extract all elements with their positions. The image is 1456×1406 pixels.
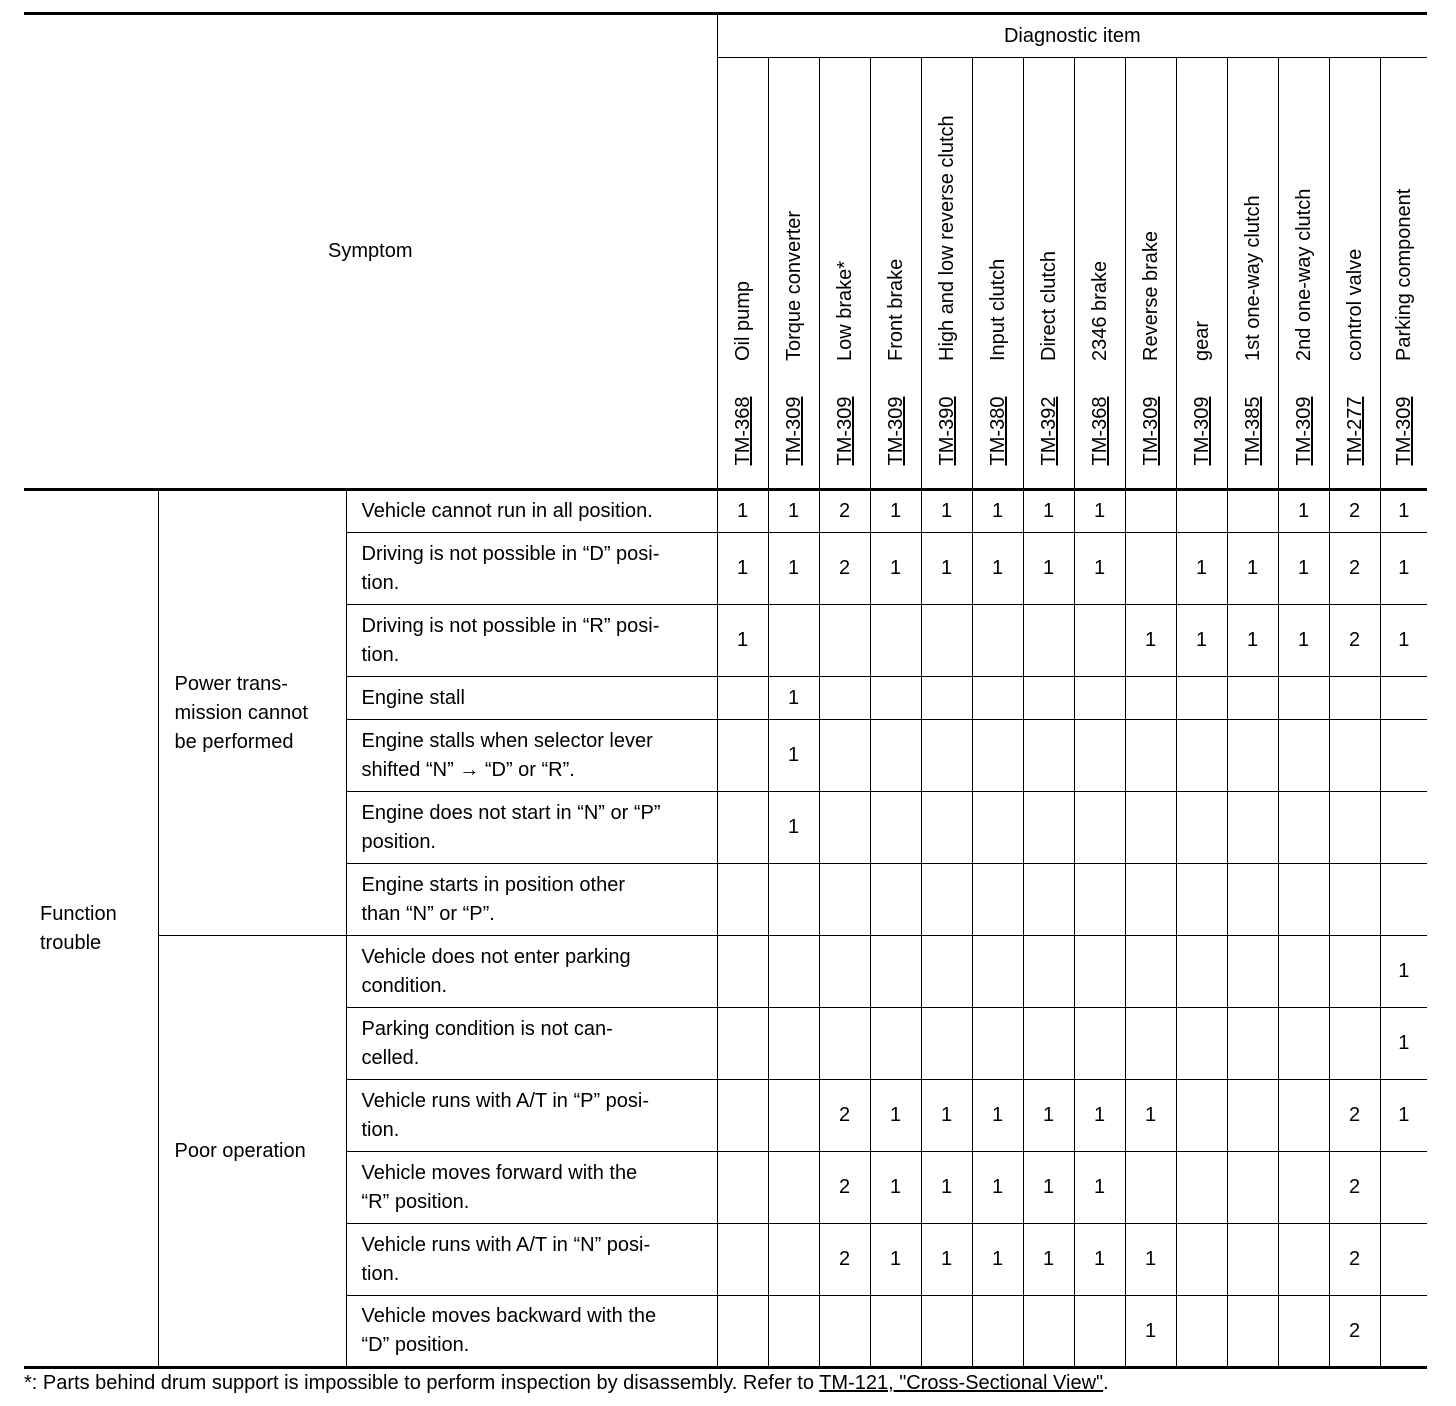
value-cell [1176,1080,1227,1152]
column-name: 2346 brake [1088,260,1111,361]
column-ref-link[interactable]: TM-309 [1190,396,1213,466]
cross-sectional-view-link[interactable]: TM-121, "Cross-Sectional View" [819,1372,1104,1394]
value-cell [717,936,768,1008]
value-cell: 1 [1074,533,1125,605]
value-cell [921,864,972,936]
value-cell [1329,720,1380,792]
column-name: control valve [1343,248,1366,361]
value-cell [921,792,972,864]
value-cell: 1 [1176,605,1227,677]
value-cell [819,864,870,936]
value-cell: 1 [717,605,768,677]
symptom-text: Parking condition is not can- celled. [361,1017,613,1069]
table-row [24,936,1427,1008]
symptom-text: Driving is not possible in “R” posi- tion. [361,614,660,666]
value-cell: 2 [1329,1080,1380,1152]
value-cell [1074,605,1125,677]
group-label: Power trans- mission cannot be performed [174,672,308,753]
value-cell [1125,1008,1176,1080]
value-cell: 1 [870,1224,921,1296]
value-cell [1125,533,1176,605]
column-ref-link[interactable]: TM-277 [1343,396,1366,466]
value-cell [1329,1008,1380,1080]
value-cell [1023,677,1074,720]
value-cell [768,1296,819,1368]
symptom-cell [346,1080,717,1152]
group-cell [158,936,346,1368]
value-cell [870,720,921,792]
value-cell [1125,936,1176,1008]
value-cell: 2 [819,1152,870,1224]
value-cell [1125,792,1176,864]
column-header [1176,58,1227,490]
value-cell [717,720,768,792]
value-cell [1125,677,1176,720]
symptom-text: Vehicle runs with A/T in “P” posi- tion. [361,1089,650,1141]
value-cell [1176,1296,1227,1368]
column-ref-link[interactable]: TM-309 [1139,396,1162,466]
value-cell [1278,936,1329,1008]
value-cell: 1 [717,490,768,533]
value-cell [1074,1008,1125,1080]
value-cell [921,605,972,677]
footnote-end: . [1103,1372,1109,1394]
value-cell [1227,720,1278,792]
value-cell [819,1296,870,1368]
value-cell: 2 [1329,1152,1380,1224]
column-name: Direct clutch [1037,250,1060,361]
table-row [24,490,1427,533]
value-cell [1380,677,1427,720]
value-cell [819,720,870,792]
value-cell [768,1080,819,1152]
value-cell [972,1296,1023,1368]
value-cell [972,864,1023,936]
value-cell [870,1008,921,1080]
value-cell [1023,864,1074,936]
value-cell [1278,1008,1329,1080]
value-cell: 1 [768,490,819,533]
value-cell [1227,864,1278,936]
value-cell [1074,677,1125,720]
value-cell [1074,864,1125,936]
value-cell [1278,1224,1329,1296]
symptom-cell [346,605,717,677]
value-cell: 2 [819,1224,870,1296]
value-cell [1176,936,1227,1008]
value-cell [1176,1152,1227,1224]
value-cell [1176,490,1227,533]
value-cell [1329,864,1380,936]
value-cell [1278,720,1329,792]
column-ref-link[interactable]: TM-390 [935,396,958,466]
symptom-text: Vehicle cannot run in all position. [361,500,653,522]
footnote-text: *: Parts behind drum support is impossible to perform inspection by disassembly. Refer to [24,1372,820,1394]
value-cell: 1 [1125,1224,1176,1296]
symptom-cell [346,864,717,936]
value-cell [717,792,768,864]
column-header [819,58,870,490]
value-cell [1227,1296,1278,1368]
column-header [1125,58,1176,490]
value-cell: 2 [1329,533,1380,605]
value-cell: 1 [921,1224,972,1296]
value-cell [1278,792,1329,864]
value-cell [1023,720,1074,792]
value-cell [717,1080,768,1152]
value-cell: 1 [972,1224,1023,1296]
column-ref-link[interactable]: TM-309 [1292,396,1315,466]
value-cell: 1 [870,1080,921,1152]
symptom-cell [346,1008,717,1080]
value-cell: 1 [921,1152,972,1224]
value-cell [1227,677,1278,720]
column-ref-link[interactable]: TM-368 [731,396,754,466]
value-cell [972,720,1023,792]
value-cell: 1 [1023,490,1074,533]
column-header [921,58,972,490]
value-cell [1380,720,1427,792]
value-cell [1227,1080,1278,1152]
value-cell: 1 [768,677,819,720]
group-cell [158,490,346,936]
value-cell: 1 [1074,1152,1125,1224]
value-cell: 1 [1278,605,1329,677]
value-cell [819,605,870,677]
value-cell: 1 [1380,605,1427,677]
symptom-text: Vehicle moves backward with the “D” position. [361,1305,657,1356]
symptom-text: Engine stall [361,686,465,709]
value-cell: 1 [768,533,819,605]
value-cell [1176,864,1227,936]
value-cell: 2 [1329,605,1380,677]
value-cell: 1 [1380,533,1427,605]
symptom-text: Vehicle does not enter parking condition. [361,945,631,997]
value-cell [1023,1296,1074,1368]
symptom-text: Driving is not possible in “D” posi- tion. [361,542,660,594]
value-cell [870,864,921,936]
symptom-text: Engine stalls when selector lever shifted “N” → “D” or “R”. [361,729,653,781]
column-header [972,58,1023,490]
column-header [1074,58,1125,490]
symptom-cell [346,936,717,1008]
column-header [870,58,921,490]
value-cell [1380,1224,1427,1296]
value-cell [819,792,870,864]
value-cell [1074,1296,1125,1368]
value-cell [717,864,768,936]
value-cell [870,677,921,720]
value-cell: 1 [972,490,1023,533]
value-cell [717,677,768,720]
value-cell [870,1296,921,1368]
value-cell [1125,490,1176,533]
value-cell: 1 [1023,533,1074,605]
column-header [1380,58,1427,490]
value-cell [921,1296,972,1368]
value-cell [768,605,819,677]
value-cell: 1 [921,533,972,605]
symptom-cell [346,720,717,792]
value-cell: 1 [921,1080,972,1152]
diagnostic-item-header: Diagnostic item [717,14,1427,58]
value-cell [1176,1008,1227,1080]
value-cell [1176,1224,1227,1296]
column-header [1227,58,1278,490]
column-name: 2nd one-way clutch [1292,188,1315,361]
value-cell [1227,1008,1278,1080]
value-cell [1023,1008,1074,1080]
column-ref-link[interactable]: TM-309 [884,396,907,466]
value-cell: 1 [1227,533,1278,605]
value-cell [1125,1152,1176,1224]
value-cell [1074,720,1125,792]
value-cell [921,1008,972,1080]
value-cell: 1 [1074,490,1125,533]
value-cell [768,936,819,1008]
value-cell [768,1152,819,1224]
value-cell [768,864,819,936]
symptom-cell [346,1296,717,1368]
value-cell: 2 [1329,1296,1380,1368]
column-ref-link[interactable]: TM-309 [1392,396,1415,466]
value-cell: 1 [1023,1152,1074,1224]
value-cell: 1 [1380,1008,1427,1080]
value-cell [972,1008,1023,1080]
column-name: Parking component [1392,188,1415,361]
value-cell [819,936,870,1008]
value-cell: 1 [1278,533,1329,605]
value-cell [1380,864,1427,936]
value-cell [1278,864,1329,936]
value-cell [1074,936,1125,1008]
value-cell: 1 [1176,533,1227,605]
value-cell [1074,792,1125,864]
value-cell: 1 [1278,490,1329,533]
value-cell [1125,864,1176,936]
value-cell [1227,1224,1278,1296]
value-cell: 1 [1380,1080,1427,1152]
value-cell [921,720,972,792]
value-cell [717,1296,768,1368]
value-cell: 1 [870,490,921,533]
value-cell: 1 [768,720,819,792]
value-cell [1278,1152,1329,1224]
value-cell: 1 [1380,936,1427,1008]
column-header [1278,58,1329,490]
symptom-cell [346,677,717,720]
value-cell: 1 [870,1152,921,1224]
symptom-text: Vehicle moves forward with the “R” position. [361,1161,638,1213]
value-cell [972,605,1023,677]
value-cell [819,1008,870,1080]
value-cell: 1 [768,792,819,864]
value-cell [768,1224,819,1296]
value-cell [1023,605,1074,677]
value-cell [717,1152,768,1224]
value-cell [1176,720,1227,792]
value-cell: 1 [1125,1080,1176,1152]
value-cell [1125,720,1176,792]
value-cell: 1 [1074,1224,1125,1296]
value-cell: 1 [717,533,768,605]
column-name: High and low reverse clutch [935,115,958,361]
value-cell: 1 [1125,1296,1176,1368]
value-cell: 2 [819,1080,870,1152]
value-cell: 2 [819,533,870,605]
value-cell: 1 [1125,605,1176,677]
column-ref-link[interactable]: TM-309 [833,396,856,466]
value-cell: 1 [870,533,921,605]
value-cell [1227,1152,1278,1224]
value-cell [921,936,972,1008]
value-cell: 2 [1329,490,1380,533]
value-cell [972,936,1023,1008]
value-cell: 1 [1380,490,1427,533]
column-ref-link[interactable]: TM-385 [1241,396,1264,466]
table-body [24,490,1427,1368]
value-cell: 2 [819,490,870,533]
value-cell [1329,936,1380,1008]
footnote [24,1372,1109,1395]
column-name: Input clutch [986,258,1009,361]
value-cell: 1 [1074,1080,1125,1152]
column-ref-link[interactable]: TM-368 [1088,396,1111,466]
column-name: gear [1190,320,1213,361]
column-ref-link[interactable]: TM-309 [782,396,805,466]
value-cell [1329,677,1380,720]
value-cell [1278,677,1329,720]
value-cell: 1 [1227,605,1278,677]
column-header [768,58,819,490]
value-cell [1278,1296,1329,1368]
value-cell [717,1224,768,1296]
value-cell: 2 [1329,1224,1380,1296]
value-cell [972,792,1023,864]
value-cell: 1 [1023,1080,1074,1152]
symptom-text: Engine starts in position other than “N” or “P”. [361,873,625,925]
category-label: Function trouble [40,902,117,954]
value-cell [717,1008,768,1080]
value-cell [819,677,870,720]
column-ref-link[interactable]: TM-392 [1037,396,1060,466]
value-cell [1176,677,1227,720]
value-cell [1227,792,1278,864]
value-cell [921,677,972,720]
column-name: Front brake [884,258,907,361]
column-header [1329,58,1380,490]
column-name: Reverse brake [1139,230,1162,361]
column-name: 1st one-way clutch [1241,195,1264,361]
value-cell [1176,792,1227,864]
value-cell [1227,490,1278,533]
symptom-text: Vehicle runs with A/T in “N” posi- tion. [361,1233,651,1285]
column-header [717,58,768,490]
value-cell: 1 [972,1080,1023,1152]
group-label: Poor operation [174,1139,306,1162]
column-name: Low brake* [833,260,856,361]
value-cell [870,792,921,864]
value-cell [870,605,921,677]
value-cell [1380,1296,1427,1368]
value-cell: 1 [972,1152,1023,1224]
value-cell: 1 [972,533,1023,605]
symptom-text: Engine does not start in “N” or “P” position. [361,801,661,853]
symptom-cell [346,792,717,864]
value-cell [1380,792,1427,864]
symptom-cell [346,533,717,605]
column-ref-link[interactable]: TM-380 [986,396,1009,466]
value-cell [1278,1080,1329,1152]
symptom-header: Symptom [24,14,717,490]
diagnosis-table [24,12,1427,1369]
column-name: Oil pump [731,280,754,361]
value-cell [972,677,1023,720]
category-cell [24,490,158,1368]
value-cell [1329,792,1380,864]
value-cell [1227,936,1278,1008]
value-cell: 1 [1023,1224,1074,1296]
column-name: Torque converter [782,210,805,361]
value-cell [1380,1152,1427,1224]
value-cell [1023,936,1074,1008]
symptom-cell [346,490,717,533]
value-cell [768,1008,819,1080]
symptom-cell [346,1224,717,1296]
symptom-cell [346,1152,717,1224]
value-cell: 1 [921,490,972,533]
column-header [1023,58,1074,490]
value-cell [1023,792,1074,864]
value-cell [870,936,921,1008]
